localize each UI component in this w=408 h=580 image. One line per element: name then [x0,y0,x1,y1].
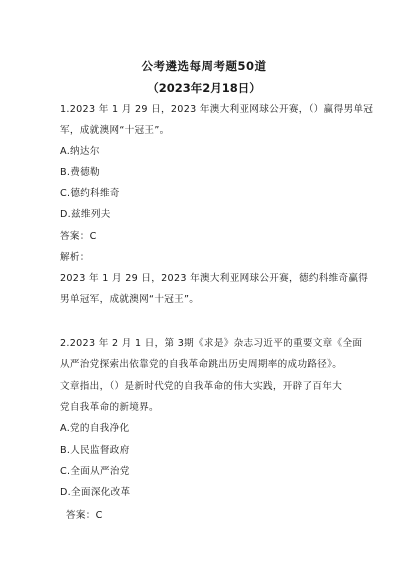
q1-analysis-label: 解析： [60,252,90,263]
q1-analysis-line2: 男单冠军，成就澳网“十冠王”。 [60,294,200,305]
q1-analysis-line1: 2023 年 1 月 29 日，2023 年澳大利亚网球公开赛，德约科维奇赢得 [60,273,369,284]
q2-option-b: B.人民监督政府 [60,445,130,456]
q1-answer: 答案：C [60,231,97,242]
q1-option-b: B.费德勒 [60,167,100,178]
q2-stem-line1: 2.2023 年 2 月 1 日，第 3期《求是》杂志习近平的重要文章《全面 [60,338,363,349]
q2-option-a: A.党的自我净化 [60,423,130,434]
q2-option-c: C.全面从严治党 [60,466,130,477]
q2-stem-line3: 文章指出，（）是新时代党的自我革命的伟大实践，开辟了百年大 [60,381,343,392]
q2-answer: 答案：C [66,510,103,521]
q1-option-d: D.兹维列夫 [60,209,111,220]
q1-stem-line2: 军，成就澳网“十冠王”。 [60,125,170,136]
document-title: 公考遴选每周考题50道 [141,59,267,73]
q1-option-c: C.德约科维奇 [60,188,120,199]
q2-stem-line2: 从严治党探索出依靠党的自我革命跳出历史周期率的成功路径》。 [60,359,343,370]
q1-stem-line1: 1.2023 年 1 月 29 日，2023 年澳大利亚网球公开赛，（）赢得男单冠 [60,104,374,115]
q2-option-d: D.全面深化改革 [60,487,131,498]
document-date: （2023年2月18日） [147,81,261,95]
q2-stem-line4: 党自我革命的新境界。 [60,402,159,413]
q1-option-a: A.纳达尔 [60,146,100,157]
